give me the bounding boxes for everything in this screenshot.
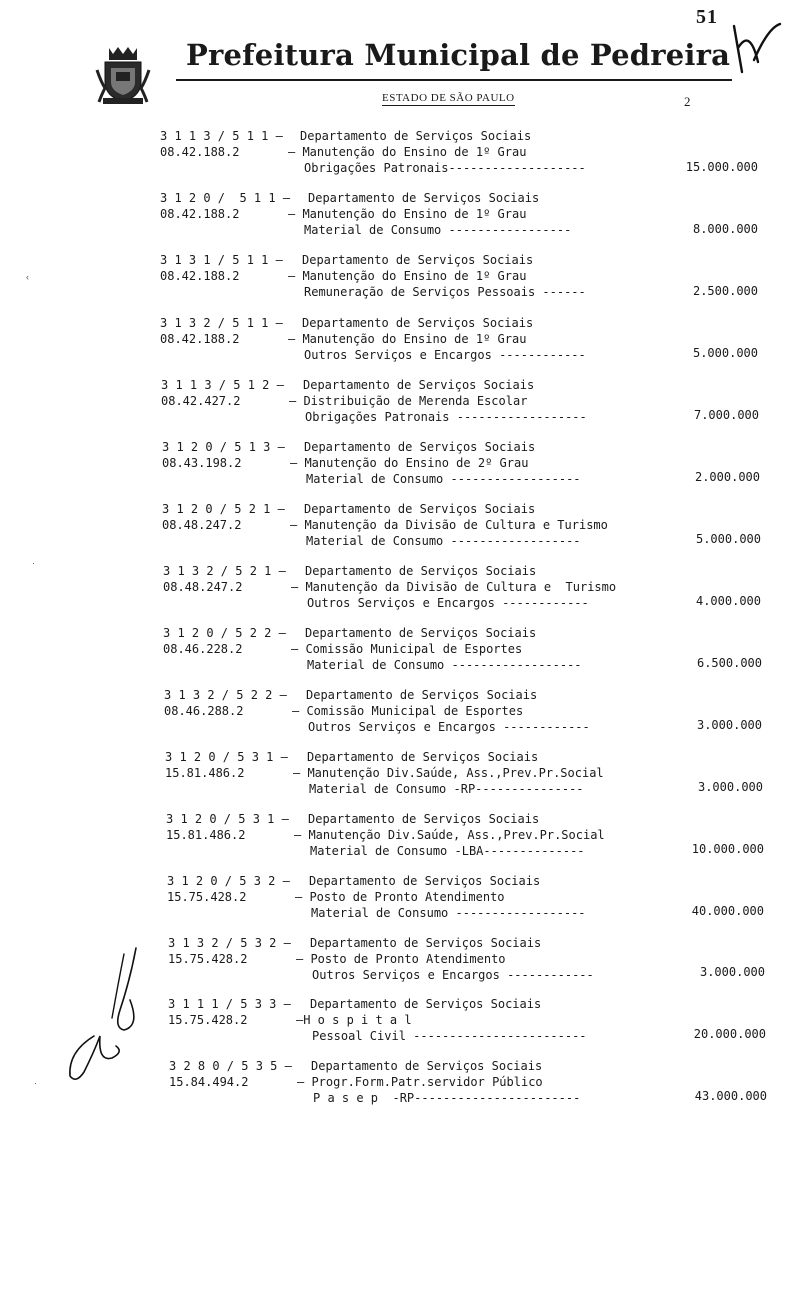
entry-expense: Material de Consumo -RP---------------: [309, 782, 584, 796]
entry-expense: Remuneração de Serviços Pessoais ------: [304, 285, 586, 299]
entry-code: 3 1 3 2 / 5 2 1 –: [163, 564, 286, 578]
entry-department: Departamento de Serviços Sociais: [300, 129, 532, 143]
entry-amount: 10.000.000: [691, 842, 764, 856]
entry-program: 08.42.188.2: [160, 332, 240, 346]
entry-expense: Obrigações Patronais ------------------: [305, 410, 587, 424]
entry-program: 15.75.428.2: [167, 890, 247, 904]
entry-program: 08.42.188.2: [160, 269, 240, 283]
entry-amount: 40.000.000: [691, 904, 764, 918]
entry-department: Departamento de Serviços Sociais: [307, 750, 539, 764]
entry-amount: 3.000.000: [699, 965, 765, 979]
entry-department: Departamento de Serviços Sociais: [305, 564, 537, 578]
entry-amount: 7.000.000: [693, 408, 759, 422]
entry-department: Departamento de Serviços Sociais: [304, 440, 536, 454]
entry-activity: – Manutenção Div.Saúde, Ass.,Prev.Pr.Social: [294, 828, 605, 842]
entry-amount: 8.000.000: [692, 222, 758, 236]
entry-program: 15.81.486.2: [165, 766, 245, 780]
entry-department: Departamento de Serviços Sociais: [308, 812, 540, 826]
entry-activity: – Distribuição de Merenda Escolar: [289, 394, 528, 408]
entry-expense: Material de Consumo ------------------: [307, 658, 582, 672]
entry-expense: Outros Serviços e Encargos ------------: [307, 596, 589, 610]
entry-code: 3 1 2 0 / 5 3 1 –: [165, 750, 288, 764]
entry-program: 15.75.428.2: [168, 952, 248, 966]
entry-expense: Material de Consumo ------------------: [306, 534, 581, 548]
entry-activity: – Manutenção Div.Saúde, Ass.,Prev.Pr.Social: [293, 766, 604, 780]
entry-amount: 20.000.000: [693, 1027, 766, 1041]
entry-expense: Material de Consumo ------------------: [311, 906, 586, 920]
entry-program: 08.46.288.2: [164, 704, 244, 718]
entry-code: 3 1 2 0 / 5 2 2 –: [163, 626, 286, 640]
entry-program: 08.46.228.2: [163, 642, 243, 656]
entry-program: 08.42.427.2: [161, 394, 241, 408]
state-subtitle: ESTADO DE SÃO PAULO: [382, 92, 515, 104]
entry-activity: – Manutenção do Ensino de 1º Grau: [288, 145, 527, 159]
entry-expense: Material de Consumo ------------------: [306, 472, 581, 486]
entry-program: 08.43.198.2: [162, 456, 242, 470]
entry-expense: Obrigações Patronais-------------------: [304, 161, 586, 175]
entry-activity: –H o s p i t a l: [296, 1013, 412, 1027]
entry-department: Departamento de Serviços Sociais: [305, 626, 537, 640]
entry-activity: – Posto de Pronto Atendimento: [296, 952, 506, 966]
margin-speck: ‹: [26, 272, 29, 282]
entry-expense: Pessoal Civil ------------------------: [312, 1029, 587, 1043]
entry-program: 15.75.428.2: [168, 1013, 248, 1027]
entry-activity: – Posto de Pronto Atendimento: [295, 890, 505, 904]
entry-activity: – Manutenção do Ensino de 1º Grau: [288, 207, 527, 221]
entry-expense: P a s e p -RP-----------------------: [313, 1091, 581, 1105]
entry-program: 08.48.247.2: [163, 580, 243, 594]
entry-expense: Outros Serviços e Encargos ------------: [304, 348, 586, 362]
entry-code: 3 1 2 0 / 5 1 1 –: [160, 191, 291, 205]
entry-activity: – Comissão Municipal de Esportes: [291, 642, 523, 656]
entry-expense: Material de Consumo -----------------: [304, 223, 572, 237]
entry-program: 08.42.188.2: [160, 145, 240, 159]
handwritten-signature: [54, 940, 164, 1090]
page-title: Prefeitura Municipal de Pedreira: [186, 38, 731, 72]
entry-department: Departamento de Serviços Sociais: [308, 191, 540, 205]
entry-amount: 43.000.000: [694, 1089, 767, 1103]
entry-code: 3 1 2 0 / 5 2 1 –: [162, 502, 285, 516]
entry-code: 3 1 3 2 / 5 1 1 –: [160, 316, 283, 330]
entry-code: 3 1 1 1 / 5 3 3 –: [168, 997, 291, 1011]
margin-speck: ·: [32, 558, 35, 568]
entry-code: 3 1 2 0 / 5 1 3 –: [162, 440, 285, 454]
entry-amount: 6.500.000: [696, 656, 762, 670]
entry-activity: – Manutenção do Ensino de 1º Grau: [288, 269, 527, 283]
entry-program: 08.48.247.2: [162, 518, 242, 532]
margin-speck: ·: [34, 1078, 37, 1088]
entry-activity: – Manutenção da Divisão de Cultura e Turismo: [290, 518, 608, 532]
entry-code: 3 2 8 0 / 5 3 5 –: [169, 1059, 292, 1073]
entry-activity: – Manutenção do Ensino de 2º Grau: [290, 456, 529, 470]
entry-code: 3 1 3 2 / 5 3 2 –: [168, 936, 291, 950]
entry-activity: – Manutenção da Divisão de Cultura e Turismo: [291, 580, 617, 594]
entry-code: 3 1 1 3 / 5 1 1 –: [160, 129, 283, 143]
entry-activity: – Manutenção do Ensino de 1º Grau: [288, 332, 527, 346]
entry-department: Departamento de Serviços Sociais: [304, 502, 536, 516]
entry-activity: – Progr.Form.Patr.servidor Público: [297, 1075, 543, 1089]
entry-code: 3 1 2 0 / 5 3 2 –: [167, 874, 290, 888]
entry-department: Departamento de Serviços Sociais: [311, 1059, 543, 1073]
entry-department: Departamento de Serviços Sociais: [310, 936, 542, 950]
entry-department: Departamento de Serviços Sociais: [309, 874, 541, 888]
entry-code: 3 1 3 1 / 5 1 1 –: [160, 253, 283, 267]
entry-program: 08.42.188.2: [160, 207, 240, 221]
entry-department: Departamento de Serviços Sociais: [302, 253, 534, 267]
entry-amount: 15.000.000: [685, 160, 758, 174]
entry-department: Departamento de Serviços Sociais: [302, 316, 534, 330]
entry-expense: Outros Serviços e Encargos ------------: [308, 720, 590, 734]
sheet-number: 2: [684, 94, 691, 109]
entry-amount: 3.000.000: [696, 718, 762, 732]
entry-department: Departamento de Serviços Sociais: [306, 688, 538, 702]
entry-code: 3 1 1 3 / 5 1 2 –: [161, 378, 284, 392]
entry-amount: 3.000.000: [697, 780, 763, 794]
entry-amount: 2.500.000: [692, 284, 758, 298]
entry-expense: Material de Consumo -LBA--------------: [310, 844, 585, 858]
page-number: 51: [696, 6, 718, 28]
entry-code: 3 1 2 0 / 5 3 1 –: [166, 812, 289, 826]
entry-department: Departamento de Serviços Sociais: [303, 378, 535, 392]
entry-amount: 5.000.000: [695, 532, 761, 546]
entry-expense: Outros Serviços e Encargos ------------: [312, 968, 594, 982]
entry-amount: 2.000.000: [694, 470, 760, 484]
entry-department: Departamento de Serviços Sociais: [310, 997, 542, 1011]
entry-activity: – Comissão Municipal de Esportes: [292, 704, 524, 718]
entry-program: 15.84.494.2: [169, 1075, 249, 1089]
entry-code: 3 1 3 2 / 5 2 2 –: [164, 688, 287, 702]
entry-amount: 5.000.000: [692, 346, 758, 360]
entry-amount: 4.000.000: [695, 594, 761, 608]
entry-program: 15.81.486.2: [166, 828, 246, 842]
